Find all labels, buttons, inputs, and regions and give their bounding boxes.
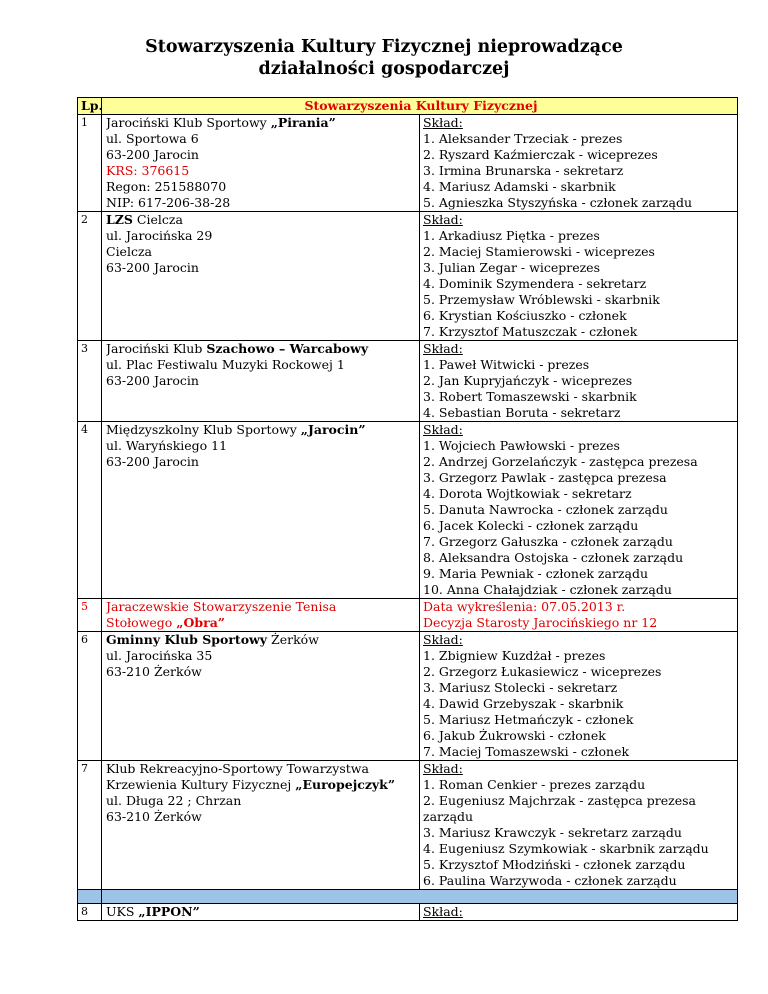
member: 2. Ryszard Kaźmierczak - wiceprezes — [423, 147, 658, 162]
address-line: 63-210 Żerków — [106, 809, 202, 824]
member: 3. Mariusz Krawczyk - sekretarz zarządu — [423, 825, 682, 840]
table-row — [78, 341, 738, 422]
member: 5. Agnieszka Styszyńska - członek zarządu — [423, 195, 693, 210]
member: 2. Andrzej Gorzelańczyk - zastępca prezesa — [423, 454, 698, 469]
address-line: ul. Sportowa 6 — [106, 131, 199, 146]
association-name: Jarociński Klub Sportowy „Pirania” — [106, 115, 336, 130]
member: zarządu — [423, 809, 474, 824]
sklad-label: Skład: — [423, 115, 463, 130]
separator-cell — [78, 890, 102, 904]
table-row — [78, 599, 738, 632]
association-name-cont: Krzewienia Kultury Fizycznej „Europejczyk” — [106, 777, 396, 792]
association-info — [102, 761, 420, 890]
table-row — [78, 115, 738, 212]
member: 6. Jacek Kolecki - członek zarządu — [423, 518, 639, 533]
deletion-info — [420, 599, 738, 632]
row-number: 1 — [78, 115, 102, 212]
table-row — [78, 904, 738, 921]
header-lp: Lp. — [78, 98, 102, 115]
row-number: 2 — [78, 212, 102, 341]
association-info — [102, 341, 420, 422]
member: 1. Arkadiusz Piętka - prezes — [423, 228, 600, 243]
title-line-2: działalności gospodarczej — [258, 59, 510, 79]
member: 1. Zbigniew Kuzdżał - prezes — [423, 648, 606, 663]
board-members — [420, 212, 738, 341]
member: 6. Jakub Żukrowski - członek — [423, 728, 606, 743]
association-info — [102, 599, 420, 632]
address-line: ul. Długa 22 ; Chrzan — [106, 793, 242, 808]
member: 4. Dorota Wojtkowiak - sekretarz — [423, 486, 632, 501]
member: 7. Grzegorz Gałuszka - członek zarządu — [423, 534, 673, 549]
row-number: 4 — [78, 422, 102, 599]
member: 6. Krystian Kościuszko - członek — [423, 308, 627, 323]
board-members — [420, 422, 738, 599]
member: 4. Dominik Szymendera - sekretarz — [423, 276, 647, 291]
krs-number: KRS: 376615 — [106, 163, 190, 178]
member: 4. Dawid Grzebyszak - skarbnik — [423, 696, 624, 711]
member: 3. Robert Tomaszewski - skarbnik — [423, 389, 637, 404]
row-number: 8 — [78, 904, 102, 921]
association-name: UKS „IPPON” — [106, 904, 200, 919]
association-name: Jarociński Klub Szachowo – Warcabowy — [106, 341, 369, 356]
table-header-row — [78, 98, 738, 115]
sklad-label: Skład: — [423, 212, 463, 227]
table-row — [78, 422, 738, 599]
table-row — [78, 632, 738, 761]
sklad-label: Skład: — [423, 341, 463, 356]
associations-table — [77, 97, 738, 921]
address-line: 63-200 Jarocin — [106, 373, 199, 388]
regon-number: Regon: 251588070 — [106, 179, 227, 194]
association-info — [102, 422, 420, 599]
association-info — [102, 212, 420, 341]
member: 7. Maciej Tomaszewski - członek — [423, 744, 630, 759]
address-line: 63-200 Jarocin — [106, 454, 199, 469]
member: 5. Przemysław Wróblewski - skarbnik — [423, 292, 660, 307]
address-line: 63-200 Jarocin — [106, 260, 199, 275]
member: 6. Paulina Warzywoda - członek zarządu — [423, 873, 677, 888]
association-name: Jaraczewskie Stowarzyszenie Tenisa — [106, 599, 337, 614]
address-line: 63-200 Jarocin — [106, 147, 199, 162]
address-line: ul. Jarocińska 35 — [106, 648, 213, 663]
board-members — [420, 115, 738, 212]
address-line: Cielcza — [106, 244, 152, 259]
member: 5. Krzysztof Młodziński - członek zarządu — [423, 857, 686, 872]
member: 2. Grzegorz Łukasiewicz - wiceprezes — [423, 664, 662, 679]
board-members — [420, 904, 738, 921]
member: 8. Aleksandra Ostojska - członek zarządu — [423, 550, 684, 565]
address-line: ul. Jarocińska 29 — [106, 228, 213, 243]
separator-cell — [102, 890, 738, 904]
member: 1. Paweł Witwicki - prezes — [423, 357, 590, 372]
member: 5. Mariusz Hetmańczyk - członek — [423, 712, 634, 727]
nip-number: NIP: 617-206-38-28 — [106, 195, 231, 210]
board-members — [420, 761, 738, 890]
row-number: 7 — [78, 761, 102, 890]
member: 4. Mariusz Adamski - skarbnik — [423, 179, 616, 194]
association-info — [102, 115, 420, 212]
table-row — [78, 212, 738, 341]
association-info — [102, 904, 420, 921]
association-name: LZS Cielcza — [106, 212, 183, 227]
board-members — [420, 341, 738, 422]
member: 1. Roman Cenkier - prezes zarządu — [423, 777, 646, 792]
member: 3. Julian Zegar - wiceprezes — [423, 260, 600, 275]
member: 2. Jan Kupryjańczyk - wiceprezes — [423, 373, 633, 388]
member: 3. Grzegorz Pawlak - zastępca prezesa — [423, 470, 667, 485]
member: 1. Wojciech Pawłowski - prezes — [423, 438, 620, 453]
document-title — [0, 36, 768, 80]
sklad-label: Skład: — [423, 761, 463, 776]
association-name: Międzyszkolny Klub Sportowy „Jarocin” — [106, 422, 366, 437]
sklad-label: Skład: — [423, 904, 463, 919]
title-line-1: Stowarzyszenia Kultury Fizycznej nieprowadzące — [145, 37, 623, 57]
member: 2. Maciej Stamierowski - wiceprezes — [423, 244, 655, 259]
row-number: 3 — [78, 341, 102, 422]
board-members — [420, 632, 738, 761]
member: 3. Mariusz Stolecki - sekretarz — [423, 680, 618, 695]
sklad-label: Skład: — [423, 422, 463, 437]
member: 9. Maria Pewniak - członek zarządu — [423, 566, 649, 581]
header-title: Stowarzyszenia Kultury Fizycznej — [102, 98, 738, 115]
deletion-decision: Decyzja Starosty Jarocińskiego nr 12 — [423, 615, 658, 630]
row-number: 5 — [78, 599, 102, 632]
member: 7. Krzysztof Matuszczak - członek — [423, 324, 638, 339]
member: 1. Aleksander Trzeciak - prezes — [423, 131, 623, 146]
association-info — [102, 632, 420, 761]
table-row — [78, 761, 738, 890]
address-line: ul. Waryńskiego 11 — [106, 438, 228, 453]
association-name: Gminny Klub Sportowy Żerków — [106, 632, 319, 647]
deletion-date: Data wykreślenia: 07.05.2013 r. — [423, 599, 626, 614]
member: 4. Sebastian Boruta - sekretarz — [423, 405, 621, 420]
member: 3. Irmina Brunarska - sekretarz — [423, 163, 624, 178]
member: 4. Eugeniusz Szymkowiak - skarbnik zarządu — [423, 841, 709, 856]
separator-row — [78, 890, 738, 904]
address-line: 63-210 Żerków — [106, 664, 202, 679]
member: 2. Eugeniusz Majchrzak - zastępca prezesa — [423, 793, 697, 808]
address-line: ul. Plac Festiwalu Muzyki Rockowej 1 — [106, 357, 345, 372]
association-name: Klub Rekreacyjno-Sportowy Towarzystwa — [106, 761, 369, 776]
sklad-label: Skład: — [423, 632, 463, 647]
member: 10. Anna Chałajdziak - członek zarządu — [423, 582, 672, 597]
member: 5. Danuta Nawrocka - członek zarządu — [423, 502, 668, 517]
row-number: 6 — [78, 632, 102, 761]
association-name-cont: Stołowego „Obra” — [106, 615, 225, 630]
